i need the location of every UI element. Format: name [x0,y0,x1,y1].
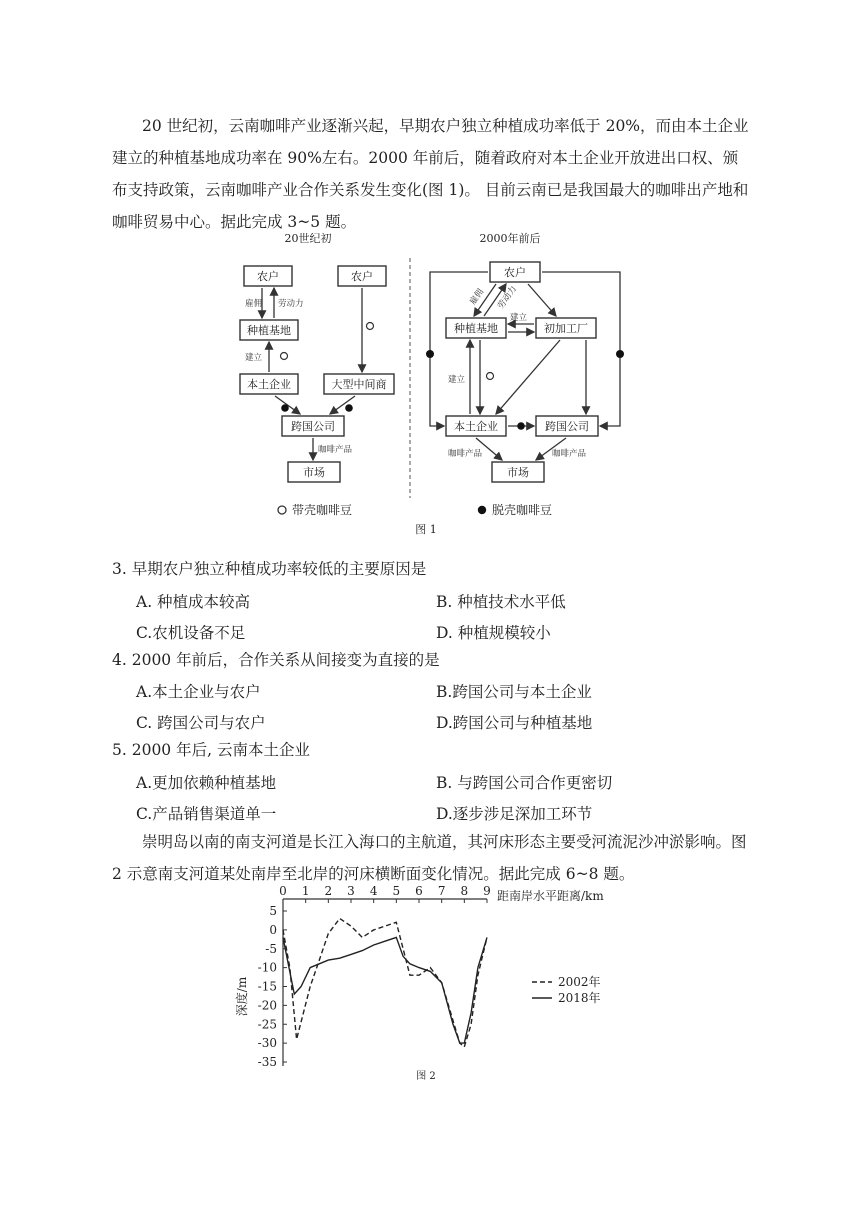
x-tick-label: 3 [347,884,355,898]
left-multinational-box [282,416,344,436]
left-local-box [240,374,298,394]
y-axis-label: 深度/m [235,976,249,1017]
right-farmer-box [490,262,540,282]
svg-text:大型中间商: 大型中间商 [331,378,387,391]
question-3-option-b[interactable]: B. 种植技术水平低 [436,593,566,611]
figure-2-caption: 图 2 [416,1071,436,1082]
left-farmer-box [244,266,292,286]
legend-label: 2002年 [558,975,601,989]
svg-text:初加工厂: 初加工厂 [544,322,588,335]
question-5-option-b[interactable]: B. 与跨国公司合作更密切 [436,774,613,792]
svg-text:本土企业: 本土企业 [454,420,498,433]
label-labor: 劳动力 [278,299,304,309]
figure-2-riverbed-chart [0,884,860,1084]
label-build: 建立 [245,353,263,363]
svg-text:种植基地: 种植基地 [454,322,498,335]
svg-text:种植基地: 种植基地 [247,324,291,337]
left-title: 20世纪初 [284,232,332,245]
x-tick-label: 6 [415,884,423,898]
svg-text:咖啡产品: 咖啡产品 [448,449,483,459]
y-tick-label: -20 [257,998,277,1013]
legend-label: 2018年 [558,991,601,1005]
question-4-stem: 4. 2000 年前后，合作关系从间接变为直接的是 [112,651,440,669]
question-4-option-a[interactable]: A.本土企业与农户 [136,683,261,701]
x-tick-label: 7 [437,884,446,898]
right-title: 2000年前后 [479,232,541,245]
figure-1-caption: 图 1 [415,523,437,536]
y-tick-label: -35 [257,1055,277,1069]
x-tick-label: 1 [301,884,310,898]
question-5-option-c[interactable]: C.产品销售渠道单一 [136,805,277,823]
series-line-2002 [283,919,487,1047]
figure-1-flow-diagram [0,226,860,536]
svg-text:建立: 建立 [510,313,528,323]
legend-open-bean: 带壳咖啡豆 [292,503,353,517]
x-tick-label: 9 [483,884,491,898]
y-tick-label: -30 [257,1036,277,1051]
question-5-stem: 5. 2000 年后, 云南本土企业 [112,741,310,759]
question-5-option-a[interactable]: A.更加依赖种植基地 [136,774,277,792]
y-tick-label: -25 [257,1017,277,1032]
svg-text:农户: 农户 [504,266,526,279]
question-4-option-c[interactable]: C. 跨国公司与农户 [136,714,266,732]
intro-paragraph-1: 20 世纪初，云南咖啡产业逐渐兴起，早期农户独立种植成功率低于 20%，而由本土企业建立的种植基地成功率在 90%左右。2000 年前后，随着政府对本土企业开放进出口权、颁布支持政策，云南咖啡产业合作关系发生变化(图 1)。 目前云南已是我国最大的咖啡出产地和咖啡贸易中心。据此完成 3~5 题。 [112,117,749,231]
y-tick-label: -15 [257,979,277,994]
y-tick-label: 0 [269,922,277,937]
label-product-left: 咖啡产品 [318,445,353,455]
right-multinational-box [536,416,598,436]
label-hire: 雇佣 [245,299,263,309]
left-market-box [288,462,340,482]
x-tick-label: 2 [324,884,333,898]
question-3-option-a[interactable]: A. 种植成本较高 [136,593,251,611]
svg-text:农户: 农户 [257,270,279,283]
right-market-box [492,462,544,482]
series-line-2018 [283,937,487,1043]
x-tick-label: 8 [460,884,469,898]
left-middleman-box [324,374,394,394]
svg-text:本土企业: 本土企业 [247,378,291,391]
svg-text:跨国公司: 跨国公司 [291,420,335,433]
x-tick-label: 0 [279,884,287,898]
y-tick-label: -5 [265,941,277,956]
intro-paragraph-2: 崇明岛以南的南支河道是长江入海口的主航道，其河床形态主要受河流泥沙冲淤影响。图 2 示意南支河道某处南岸至北岸的河床横断面变化情况。据此完成 6~8 题。 [112,833,747,883]
svg-text:跨国公司: 跨国公司 [545,420,589,433]
right-base-box [446,318,506,338]
x-tick-label: 4 [369,884,378,898]
svg-text:农户: 农户 [351,270,373,283]
svg-text:劳动力: 劳动力 [496,284,519,311]
question-3-option-d[interactable]: D. 种植规模较小 [436,624,551,642]
left-farmer2-box [338,266,386,286]
question-4-option-d[interactable]: D.跨国公司与种植基地 [436,714,593,732]
x-tick-label: 5 [392,884,401,898]
right-local-box [446,416,506,436]
question-3-option-c[interactable]: C.农机设备不足 [136,624,246,642]
question-3-stem: 3. 早期农户独立种植成功率较低的主要原因是 [112,560,427,578]
y-tick-label: -10 [257,960,277,975]
svg-text:市场: 市场 [507,466,529,479]
left-base-box [240,320,298,340]
x-axis-label: 距南岸水平距离/km [497,889,604,903]
svg-text:建立: 建立 [448,375,466,385]
right-factory-box [536,318,596,338]
question-4-option-b[interactable]: B.跨国公司与本土企业 [436,683,592,701]
legend-filled-bean: 脱壳咖啡豆 [492,503,553,517]
svg-text:雇佣: 雇佣 [468,287,487,307]
svg-text:咖啡产品: 咖啡产品 [552,449,587,459]
y-tick-label: 5 [269,904,277,918]
question-5-option-d[interactable]: D.逐步涉足深加工环节 [436,805,593,823]
svg-text:市场: 市场 [303,466,325,479]
